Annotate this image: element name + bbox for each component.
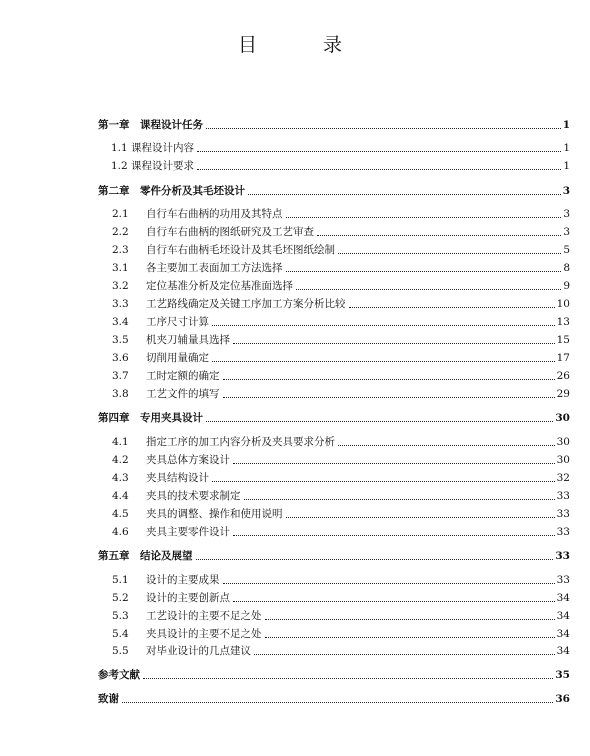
toc-entry-4-4[interactable]	[112, 486, 570, 502]
toc-entry-number: 2.2	[112, 226, 129, 238]
toc-entry-chapter-4[interactable]	[98, 408, 570, 424]
dot-leader	[223, 395, 555, 398]
toc-entry-label: 1.1 课程设计内容	[111, 142, 195, 154]
toc-entry-2-3[interactable]	[112, 240, 570, 256]
toc-entry-3-5[interactable]	[112, 330, 570, 346]
toc-entry-number: 2.3	[112, 244, 129, 256]
toc-entry-4-6[interactable]	[112, 522, 570, 538]
dot-leader	[122, 700, 553, 703]
toc-entry-5-3[interactable]	[112, 606, 570, 622]
toc-entry-label: 1.2 课程设计要求	[111, 160, 195, 172]
toc-entry-label: 参考文献	[98, 669, 140, 681]
toc-entry-page: 29	[556, 388, 570, 400]
dot-leader	[206, 419, 553, 422]
toc-entry-page: 33	[555, 550, 570, 562]
toc-entry-4-5[interactable]	[112, 504, 570, 520]
toc-entry-label: 工艺设计的主要不足之处	[146, 610, 262, 622]
toc-entry-page: 34	[556, 592, 570, 604]
toc-entry-label: 自行车右曲柄的图纸研究及工艺审查	[146, 226, 314, 238]
toc-entry-page: 30	[555, 412, 570, 424]
toc-entry-3-8[interactable]	[112, 384, 570, 400]
dot-leader	[317, 233, 561, 236]
toc-entry-references[interactable]	[98, 665, 570, 681]
dot-leader	[223, 377, 555, 380]
toc-entry-number: 4.6	[112, 526, 129, 538]
toc-entry-number: 第二章	[98, 185, 130, 197]
toc-entry-label: 夹具的调整、操作和使用说明	[146, 508, 283, 520]
dot-leader	[206, 126, 561, 129]
toc-entry-3-7[interactable]	[112, 366, 570, 382]
toc-entry-label: 夹具总体方案设计	[146, 454, 230, 466]
toc-entry-number: 3.8	[112, 388, 129, 400]
dot-leader	[248, 192, 561, 195]
dot-leader	[338, 251, 561, 254]
toc-entry-4-1[interactable]	[112, 432, 570, 448]
toc-entry-1-2[interactable]	[111, 156, 570, 172]
toc-entry-label: 夹具主要零件设计	[146, 526, 230, 538]
toc-entry-label: 机夹刀辅量具选择	[146, 334, 230, 346]
toc-entry-page: 30	[556, 436, 570, 448]
dot-leader	[196, 557, 554, 560]
toc-entry-5-2[interactable]	[112, 588, 570, 604]
dot-leader	[296, 287, 561, 290]
toc-entry-number: 5.4	[112, 628, 129, 640]
dot-leader	[233, 599, 555, 602]
toc-entry-page: 3	[563, 226, 570, 238]
toc-entry-acknowledgements[interactable]	[98, 689, 570, 705]
toc-entry-5-5[interactable]	[112, 641, 570, 657]
toc-entry-label: 工时定额的确定	[146, 370, 220, 382]
toc-entry-label: 切削用量确定	[146, 352, 209, 364]
toc-entry-label: 夹具设计的主要不足之处	[146, 628, 262, 640]
toc-entry-label: 各主要加工表面加工方法选择	[146, 262, 283, 274]
toc-entry-number: 3.2	[112, 280, 129, 292]
toc-entry-page: 32	[556, 472, 570, 484]
toc-entry-page: 8	[563, 262, 570, 274]
toc-entry-chapter-2[interactable]	[98, 181, 570, 197]
dot-leader	[265, 617, 555, 620]
toc-entry-page: 33	[556, 526, 570, 538]
toc-entry-page: 35	[555, 669, 570, 681]
toc-entry-page: 1	[563, 142, 570, 154]
toc-entry-number: 3.4	[112, 316, 129, 328]
toc-entry-number: 4.1	[112, 436, 129, 448]
toc-entry-2-1[interactable]	[112, 204, 570, 220]
toc-entry-page: 5	[563, 244, 570, 256]
toc-entry-number: 3.6	[112, 352, 129, 364]
toc-entry-label: 设计的主要成果	[146, 574, 220, 586]
toc-entry-label: 自行车右曲柄的功用及其特点	[146, 208, 283, 220]
toc-entry-page: 34	[556, 645, 570, 657]
toc-entry-chapter-5[interactable]	[98, 546, 570, 562]
dot-leader	[286, 515, 555, 518]
toc-entry-5-1[interactable]	[112, 570, 570, 586]
toc-entry-number: 3.3	[112, 298, 129, 310]
toc-entry-number: 5.2	[112, 592, 129, 604]
dot-leader	[212, 359, 555, 362]
toc-entry-label: 工序尺寸计算	[146, 316, 209, 328]
dot-leader	[286, 269, 562, 272]
dot-leader	[244, 497, 555, 500]
dot-leader	[212, 323, 555, 326]
toc-entry-label: 专用夹具设计	[140, 412, 203, 424]
toc-entry-number: 第五章	[98, 550, 130, 562]
toc-entry-label: 夹具的技术要求制定	[146, 490, 241, 502]
toc-entry-chapter-1[interactable]	[98, 115, 570, 131]
toc-entry-page: 13	[556, 316, 570, 328]
toc-entry-number: 5.1	[112, 574, 129, 586]
toc-entry-number: 4.3	[112, 472, 129, 484]
toc-entry-page: 26	[556, 370, 570, 382]
toc-entry-page: 1	[562, 119, 570, 131]
dot-leader	[197, 167, 561, 170]
toc-entry-label: 自行车右曲柄毛坯设计及其毛坯图纸绘制	[146, 244, 335, 256]
toc-entry-page: 15	[556, 334, 570, 346]
dot-leader	[254, 652, 555, 655]
page-title: 目 录	[237, 34, 373, 56]
toc-entry-number: 3.7	[112, 370, 129, 382]
toc-entry-page: 17	[556, 352, 570, 364]
toc-entry-page: 33	[556, 574, 570, 586]
toc-entry-label: 对毕业设计的几点建议	[146, 645, 251, 657]
toc-entry-number: 4.4	[112, 490, 129, 502]
toc-entry-number: 4.5	[112, 508, 129, 520]
toc-entry-1-1[interactable]	[111, 138, 570, 154]
toc-entry-label: 零件分析及其毛坯设计	[140, 185, 245, 197]
toc-entry-label: 结论及展望	[140, 550, 193, 562]
toc-entry-3-3[interactable]	[112, 294, 570, 310]
toc-entry-label: 定位基准分析及定位基准面选择	[146, 280, 293, 292]
toc-entry-page: 1	[563, 160, 570, 172]
dot-leader	[233, 461, 555, 464]
toc-entry-page: 3	[563, 208, 570, 220]
toc-entry-page: 34	[556, 610, 570, 622]
toc-entry-page: 9	[563, 280, 570, 292]
dot-leader	[143, 676, 553, 679]
dot-leader	[223, 581, 555, 584]
toc-entry-label: 指定工序的加工内容分析及夹具要求分析	[146, 436, 335, 448]
toc-entry-number: 2.1	[112, 208, 129, 220]
toc-entry-label: 夹具结构设计	[146, 472, 209, 484]
toc-entry-number: 5.3	[112, 610, 129, 622]
toc-entry-3-4[interactable]	[112, 312, 570, 328]
toc-entry-2-2[interactable]	[112, 222, 570, 238]
toc-entry-number: 3.1	[112, 262, 129, 274]
toc-entry-3-6[interactable]	[112, 348, 570, 364]
toc-entry-page: 3	[562, 185, 570, 197]
dot-leader	[286, 215, 562, 218]
dot-leader	[197, 149, 561, 152]
dot-leader	[338, 443, 555, 446]
toc-entry-number: 第一章	[98, 119, 130, 131]
toc-entry-number: 第四章	[98, 412, 130, 424]
toc-entry-number: 4.2	[112, 454, 129, 466]
dot-leader	[265, 635, 555, 638]
toc-entry-page: 10	[556, 298, 570, 310]
toc-entry-5-4[interactable]	[112, 624, 570, 640]
toc-entry-page: 33	[556, 508, 570, 520]
toc-entry-label: 工艺路线确定及关键工序加工方案分析比较	[146, 298, 346, 310]
toc-entry-page: 34	[556, 628, 570, 640]
dot-leader	[233, 533, 555, 536]
toc-entry-label: 设计的主要创新点	[146, 592, 230, 604]
dot-leader	[212, 479, 555, 482]
toc-entry-4-3[interactable]	[112, 468, 570, 484]
toc-entry-page: 36	[555, 693, 570, 705]
toc-entry-label: 致谢	[98, 693, 119, 705]
toc-entry-number: 3.5	[112, 334, 129, 346]
toc-entry-3-2[interactable]	[112, 276, 570, 292]
toc-entry-label: 工艺文件的填写	[146, 388, 220, 400]
toc-entry-page: 33	[556, 490, 570, 502]
toc-entry-page: 30	[556, 454, 570, 466]
dot-leader	[233, 341, 555, 344]
dot-leader	[349, 305, 555, 308]
toc-entry-4-2[interactable]	[112, 450, 570, 466]
toc-entry-3-1[interactable]	[112, 258, 570, 274]
toc-entry-label: 课程设计任务	[140, 119, 203, 131]
toc-entry-number: 5.5	[112, 645, 129, 657]
